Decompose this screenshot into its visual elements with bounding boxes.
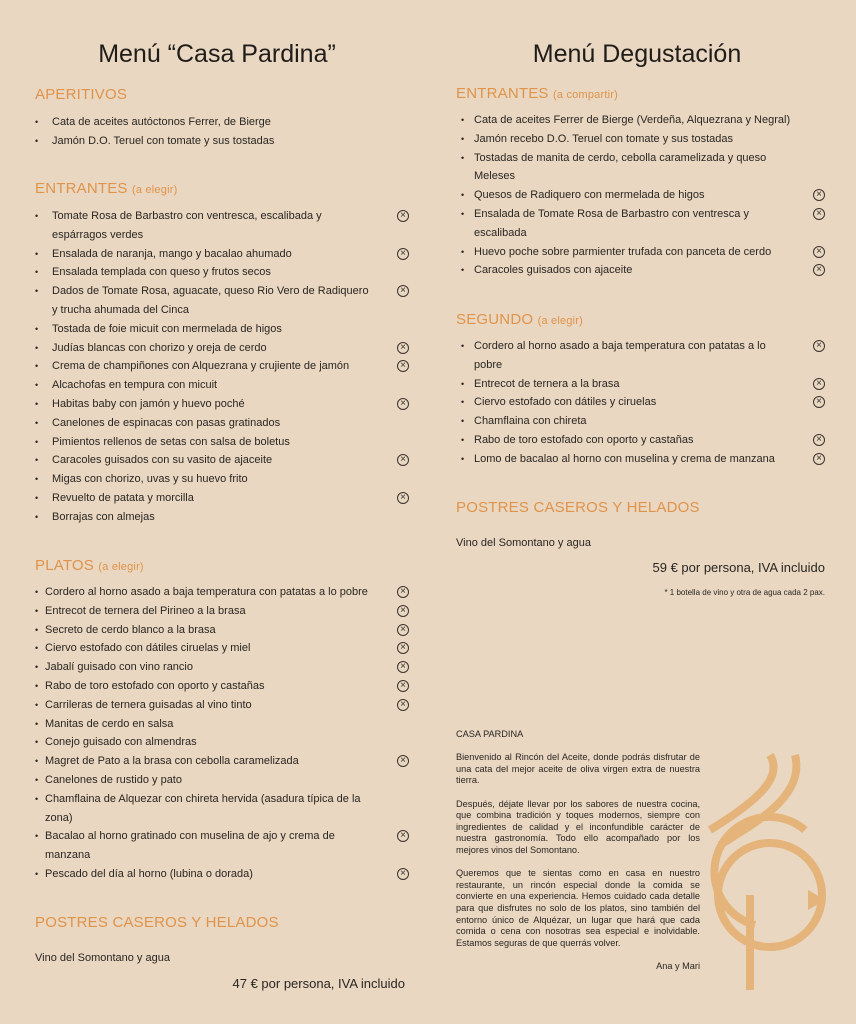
menu-item-text: Chamflaina de Alquezar con chireta hervida (asadura típica de la zona)	[45, 792, 361, 824]
allergen-circle-x-icon: ×	[397, 605, 409, 617]
bullet-icon: •	[35, 680, 39, 691]
allergen-circle-x-icon: ×	[397, 755, 409, 767]
menu-item-text: Canelones de espinacas con pasas gratinados	[52, 416, 281, 429]
menu-item-text: Carrileras de ternera guisadas al vino tinto	[45, 698, 252, 711]
allergen-circle-x-icon: ×	[397, 624, 409, 636]
bullet-icon: •	[461, 416, 465, 427]
bullet-icon: •	[461, 133, 465, 144]
right-drinks: Vino del Somontano y agua	[456, 537, 591, 549]
menu-item-text: Crema de champiñones con Alquezrana y crujiente de jamón	[52, 360, 350, 373]
menu-item	[35, 339, 407, 358]
allergen-circle-x-icon: ×	[397, 492, 409, 504]
left-menu-title: Menú “Casa Pardina”	[98, 40, 336, 68]
letter-heading: CASA PARDINA	[456, 729, 524, 739]
aperitivos-list	[35, 113, 407, 151]
bullet-icon: •	[35, 643, 39, 654]
menu-item-text: Caracoles guisados con ajaceite	[474, 264, 633, 277]
menu-item	[456, 412, 826, 431]
menu-item	[456, 375, 826, 394]
bullet-icon: •	[35, 605, 39, 616]
menu-item-text: Quesos de Radiquero con mermelada de higos	[474, 189, 705, 202]
menu-item-text: Chamflaina con chireta	[474, 415, 587, 428]
heading-sub: (a elegir)	[132, 184, 178, 196]
menu-item	[35, 752, 407, 771]
menu-item-text: Rabo de toro estofado con oporto y castañas	[474, 433, 694, 446]
menu-item	[35, 696, 407, 715]
menu-item-text: Ensalada templada con queso y frutos secos	[52, 266, 271, 279]
menu-item	[35, 639, 407, 658]
bullet-icon: •	[35, 436, 39, 447]
menu-item	[35, 320, 407, 339]
menu-item-text: Alcachofas en tempura con micuit	[52, 379, 218, 392]
menu-item	[35, 282, 407, 320]
menu-item-text: Cata de aceites autóctonos Ferrer, de Bierge	[52, 116, 271, 128]
menu-item	[35, 677, 407, 696]
menu-item-text: Secreto de cerdo blanco a la brasa	[45, 623, 216, 636]
menu-item-text: Borrajas con almejas	[52, 510, 155, 523]
bullet-icon: •	[35, 135, 39, 146]
bullet-icon: •	[461, 397, 465, 408]
menu-item	[35, 207, 407, 245]
menu-item-text: Bacalao al horno gratinado con muselina de ajo y crema de manzana	[45, 830, 335, 862]
heading-text: ENTRANTES	[35, 180, 128, 197]
bullet-icon: •	[35, 793, 39, 804]
right-price: 59 € por persona, IVA incluido	[652, 560, 825, 575]
menu-item	[456, 450, 826, 469]
menu-item	[35, 771, 407, 790]
bullet-icon: •	[461, 208, 465, 219]
menu-item-text: Jabalí guisado con vino rancio	[45, 661, 193, 674]
allergen-circle-x-icon: ×	[397, 342, 409, 354]
menu-item	[456, 243, 826, 262]
bullet-icon: •	[35, 286, 39, 297]
allergen-circle-x-icon: ×	[397, 248, 409, 260]
menu-item-text: Canelones de rustido y pato	[45, 773, 182, 786]
menu-item	[35, 263, 407, 282]
menu-item	[456, 431, 826, 450]
menu-item-text: Entrecot de ternera del Pirineo a la brasa	[45, 604, 246, 617]
price-note: * 1 botella de vino y otra de agua cada 2 pax.	[664, 588, 825, 597]
menu-item	[35, 865, 407, 884]
bullet-icon: •	[461, 453, 465, 464]
menu-item-text: Pescado del día al horno (lubina o dorada)	[45, 867, 253, 880]
allergen-circle-x-icon: ×	[397, 830, 409, 842]
bullet-icon: •	[35, 774, 39, 785]
menu-item-text: Judías blancas con chorizo y oreja de cerdo	[52, 341, 267, 354]
bullet-icon: •	[35, 492, 39, 503]
letter-paragraph: Queremos que te sientas como en casa en nuestro restaurante, un rincón especial donde la comida se convierte en una experiencia. Hemos cuidado cada detalle para que disfrutes no solo de los platos, sino también del entorno único de Alquézar, un lugar que hará que cada comida o cena con nosotras sea especial e inolvidable. Estamos seguras de que querrás volver.	[456, 868, 700, 948]
menu-item	[35, 357, 407, 376]
menu-item	[35, 733, 407, 752]
allergen-circle-x-icon: ×	[813, 453, 825, 465]
welcome-letter	[456, 729, 700, 984]
bullet-icon: •	[461, 341, 465, 351]
platos-heading	[35, 557, 144, 574]
bullet-icon: •	[461, 246, 465, 257]
menu-item-text: Entrecot de ternera a la brasa	[474, 377, 620, 390]
menu-item-text: Ciervo estofado con dátiles y ciruelas	[474, 396, 657, 409]
allergen-circle-x-icon: ×	[397, 661, 409, 673]
menu-item-text: Tomate Rosa de Barbastro con ventresca, escalibada y espárragos verdes	[52, 210, 322, 241]
menu-item-text: Rabo de toro estofado con oporto y castañas	[45, 679, 265, 692]
menu-item	[456, 205, 826, 243]
allergen-circle-x-icon: ×	[397, 586, 409, 598]
allergen-circle-x-icon: ×	[397, 868, 409, 880]
bullet-icon: •	[35, 624, 39, 635]
menu-item	[35, 113, 407, 132]
menu-item	[456, 261, 826, 280]
bullet-icon: •	[35, 323, 39, 334]
letter-paragraph: Después, déjate llevar por los sabores de nuestra cocina, que combina tradición y toques modernos, siempre con ingredientes de calidad y el inconfundible carácter de nuestra gastronomía. Todo ello acompañado por los mejores vinos del Somontano.	[456, 798, 700, 855]
bullet-icon: •	[35, 737, 39, 748]
menu-item-text: Cordero al horno asado a baja temperatura con patatas a lo pobre	[474, 340, 766, 371]
allergen-circle-x-icon: ×	[813, 208, 825, 220]
bullet-icon: •	[461, 265, 465, 276]
menu-item	[35, 827, 407, 865]
menu-item	[456, 393, 826, 412]
segundo-heading	[456, 311, 583, 328]
menu-item-text: Cordero al horno asado a baja temperatura con patatas a lo pobre	[45, 586, 368, 598]
allergen-circle-x-icon: ×	[813, 378, 825, 390]
aperitivos-heading: APERITIVOS	[35, 86, 128, 103]
menu-item-text: Ensalada de naranja, mango y bacalao ahumado	[52, 247, 292, 260]
heading-sub: (a elegir)	[537, 315, 584, 327]
left-entrantes-list	[35, 207, 407, 527]
allergen-circle-x-icon: ×	[813, 189, 825, 201]
menu-item	[456, 149, 826, 187]
allergen-circle-x-icon: ×	[397, 642, 409, 654]
menu-item	[35, 451, 407, 470]
menu-item	[456, 337, 826, 375]
menu-item	[35, 414, 407, 433]
menu-item	[456, 130, 826, 149]
bullet-icon: •	[461, 434, 465, 445]
menu-item-text: Caracoles guisados con su vasito de ajaceite	[52, 454, 273, 467]
menu-item	[35, 715, 407, 734]
heading-sub: (a compartir)	[553, 89, 618, 101]
right-postres-heading: POSTRES CASEROS Y HELADOS	[456, 499, 700, 516]
menu-item	[35, 489, 407, 508]
bullet-icon: •	[461, 190, 465, 201]
bullet-icon: •	[35, 511, 39, 522]
allergen-circle-x-icon: ×	[397, 680, 409, 692]
menu-item-text: Ensalada de Tomate Rosa de Barbastro con ventresca y escalibada	[474, 207, 749, 239]
casa-pardina-logo	[690, 750, 840, 995]
left-drinks: Vino del Somontano y agua	[35, 952, 170, 964]
right-entrantes-list	[456, 111, 826, 280]
menu-item-text: Dados de Tomate Rosa, aguacate, queso Rio Vero de Radiquero y trucha ahumada del Cinca	[52, 285, 369, 316]
left-price: 47 € por persona, IVA incluido	[232, 976, 405, 991]
bullet-icon: •	[35, 380, 39, 391]
menu-item-text: Manitas de cerdo en salsa	[45, 717, 174, 730]
menu-item	[35, 433, 407, 452]
menu-item	[35, 132, 407, 151]
menu-item	[35, 583, 407, 602]
allergen-circle-x-icon: ×	[813, 340, 825, 352]
heading-sub: (a elegir)	[98, 561, 144, 573]
bullet-icon: •	[461, 152, 465, 163]
bullet-icon: •	[35, 662, 39, 673]
letter-paragraph: Bienvenido al Rincón del Aceite, donde podrás disfrutar de una cata del mejor aceite de oliva virgen extra de nuestra tierra.	[456, 752, 700, 786]
bullet-icon: •	[35, 117, 39, 127]
heading-text: SEGUNDO	[456, 311, 534, 328]
bullet-icon: •	[35, 417, 39, 428]
bullet-icon: •	[35, 211, 39, 221]
bullet-icon: •	[35, 587, 39, 597]
bullet-icon: •	[35, 361, 39, 372]
right-menu-title: Menú Degustación	[532, 40, 742, 68]
heading-text: PLATOS	[35, 557, 95, 574]
menu-item-text: Ciervo estofado con dátiles ciruelas y miel	[45, 642, 251, 655]
left-entrantes-heading	[35, 180, 177, 197]
bullet-icon: •	[35, 718, 39, 729]
menu-item-text: Cata de aceites Ferrer de Bierge (Verdeña, Alquezrana y Negral)	[474, 114, 791, 126]
menu-item	[35, 376, 407, 395]
allergen-circle-x-icon: ×	[397, 454, 409, 466]
allergen-circle-x-icon: ×	[397, 285, 409, 297]
bullet-icon: •	[35, 699, 39, 710]
menu-item	[35, 658, 407, 677]
menu-item-text: Huevo poche sobre parmienter trufada con panceta de cerdo	[474, 245, 772, 258]
menu-item-text: Pimientos rellenos de setas con salsa de boletus	[52, 435, 290, 448]
menu-item	[35, 621, 407, 640]
bullet-icon: •	[35, 474, 39, 485]
bullet-icon: •	[461, 115, 465, 125]
bullet-icon: •	[35, 868, 39, 879]
bullet-icon: •	[35, 267, 39, 278]
menu-item-text: Tostadas de manita de cerdo, cebolla caramelizada y queso Meleses	[474, 151, 767, 183]
segundo-list	[456, 337, 826, 469]
platos-list	[35, 583, 407, 884]
menu-item-text: Jamón recebo D.O. Teruel con tomate y sus tostadas	[474, 132, 734, 145]
allergen-circle-x-icon: ×	[813, 264, 825, 276]
bullet-icon: •	[35, 756, 39, 767]
menu-item	[35, 470, 407, 489]
menu-item	[456, 186, 826, 205]
bullet-icon: •	[461, 378, 465, 389]
bullet-icon: •	[35, 831, 39, 842]
menu-item	[35, 508, 407, 527]
menu-item-text: Tostada de foie micuit con mermelada de higos	[52, 322, 282, 335]
menu-item-text: Habitas baby con jamón y huevo poché	[52, 397, 245, 410]
allergen-circle-x-icon: ×	[813, 396, 825, 408]
bullet-icon: •	[35, 342, 39, 353]
allergen-circle-x-icon: ×	[397, 210, 409, 222]
menu-item	[35, 245, 407, 264]
left-postres-heading: POSTRES CASEROS Y HELADOS	[35, 914, 279, 931]
allergen-circle-x-icon: ×	[397, 699, 409, 711]
menu-item	[35, 395, 407, 414]
menu-item	[35, 602, 407, 621]
heading-text: ENTRANTES	[456, 85, 549, 102]
bullet-icon: •	[35, 398, 39, 409]
menu-item-text: Jamón D.O. Teruel con tomate y sus tostadas	[52, 134, 275, 147]
allergen-circle-x-icon: ×	[813, 434, 825, 446]
allergen-circle-x-icon: ×	[397, 398, 409, 410]
menu-item-text: Lomo de bacalao al horno con muselina y crema de manzana	[474, 452, 775, 465]
menu-item-text: Revuelto de patata y morcilla	[52, 491, 194, 504]
menu-item-text: Migas con chorizo, uvas y su huevo frito	[52, 473, 248, 486]
menu-item-text: Magret de Pato a la brasa con cebolla caramelizada	[45, 755, 299, 768]
letter-signature: Ana y Mari	[656, 960, 700, 971]
allergen-circle-x-icon: ×	[813, 246, 825, 258]
menu-item	[35, 790, 407, 828]
bullet-icon: •	[35, 455, 39, 466]
menu-item-text: Conejo guisado con almendras	[45, 736, 197, 749]
right-entrantes-heading	[456, 85, 618, 102]
allergen-circle-x-icon: ×	[397, 360, 409, 372]
bullet-icon: •	[35, 248, 39, 259]
menu-item	[456, 111, 826, 130]
